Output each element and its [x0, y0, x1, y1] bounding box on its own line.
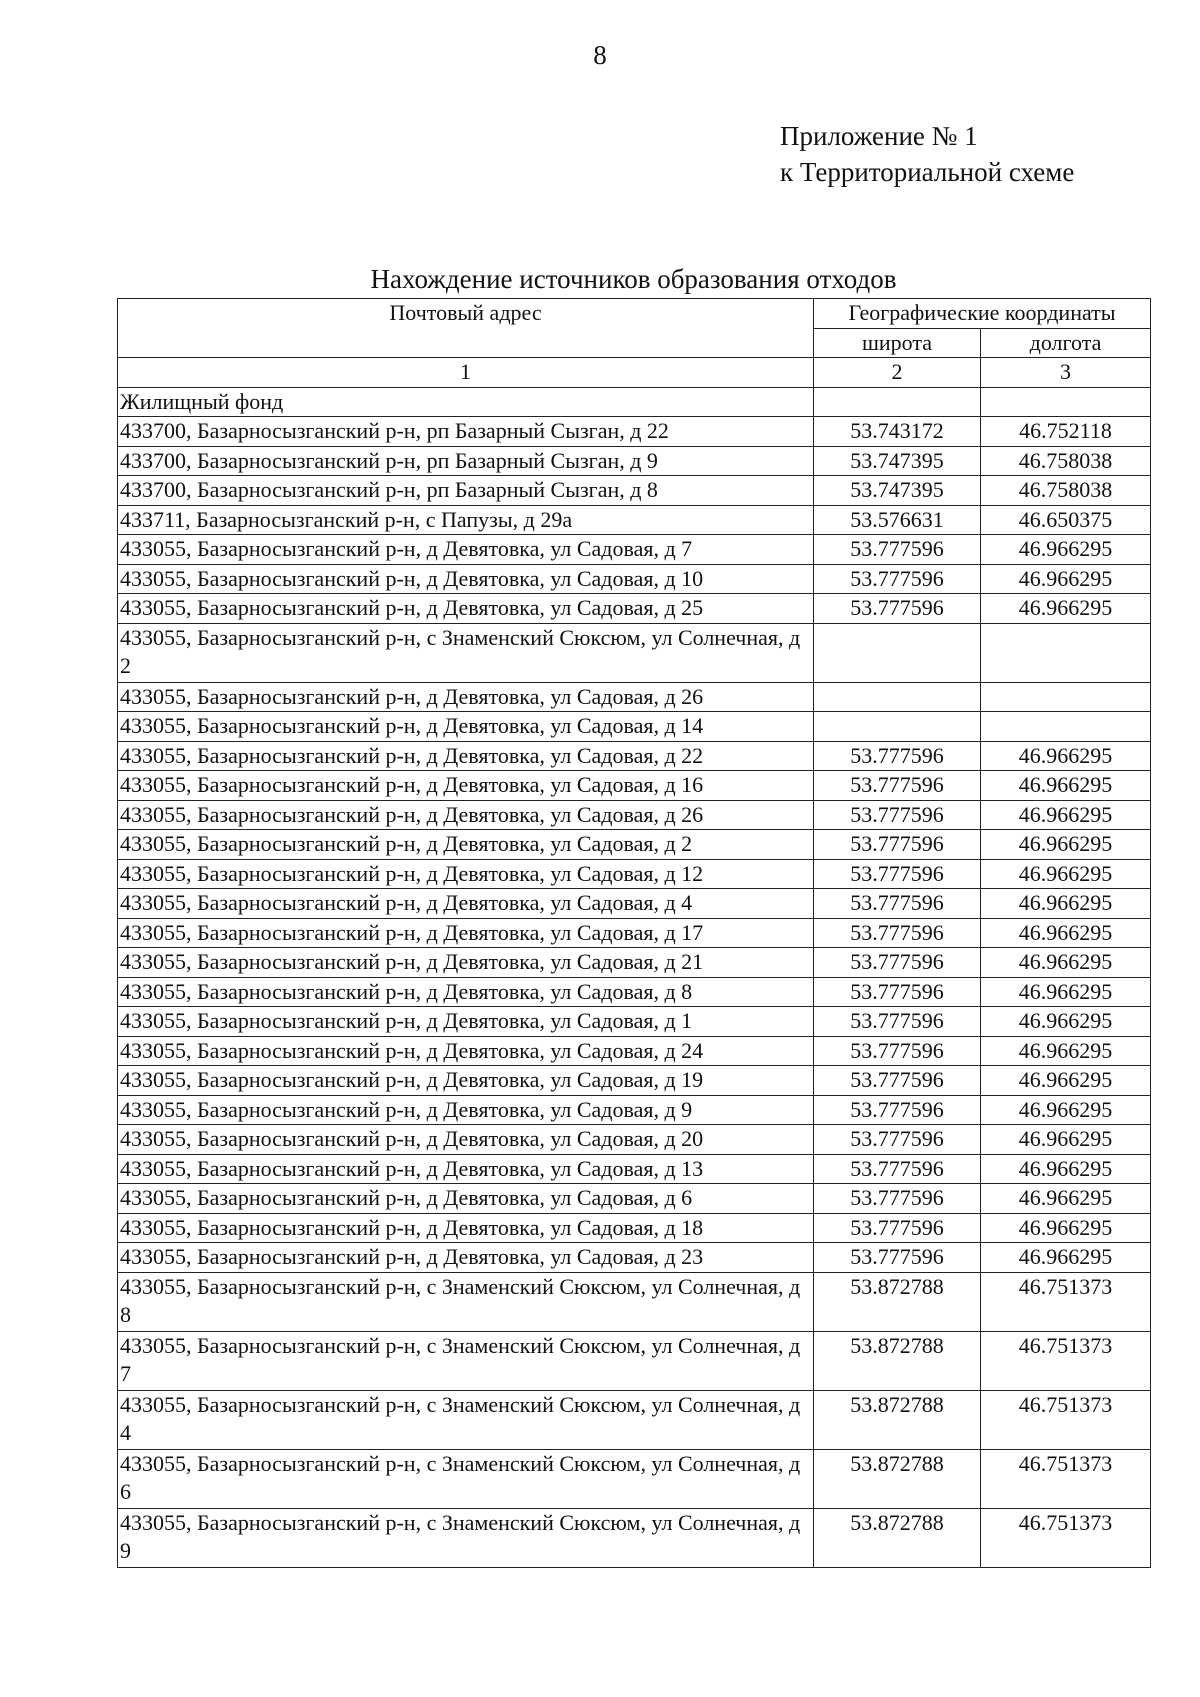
longitude-cell: 46.966295: [981, 564, 1151, 594]
table-row: [118, 1508, 1151, 1567]
address-cell: 433055, Базарносызганский р-н, д Девятовка, ул Садовая, д 8: [118, 977, 814, 1007]
column-number-3: 3: [981, 358, 1151, 388]
longitude-cell: 46.966295: [981, 1213, 1151, 1243]
address-cell: 433055, Базарносызганский р-н, д Девятовка, ул Садовая, д 14: [118, 712, 814, 742]
latitude-cell: 53.777596: [814, 1125, 981, 1155]
latitude-cell: 53.872788: [814, 1272, 981, 1331]
waste-sources-table: [117, 298, 1151, 1568]
address-cell: 433055, Базарносызганский р-н, д Девятовка, ул Садовая, д 9: [118, 1095, 814, 1125]
header-coordinates: Географические координаты: [814, 299, 1151, 329]
column-number-1: 1: [118, 358, 814, 388]
address-cell: 433055, Базарносызганский р-н, д Девятовка, ул Садовая, д 7: [118, 535, 814, 565]
address-cell: 433055, Базарносызганский р-н, д Девятовка, ул Садовая, д 23: [118, 1243, 814, 1273]
latitude-cell: 53.777596: [814, 1036, 981, 1066]
longitude-cell: 46.758038: [981, 446, 1151, 476]
table-row: [118, 1331, 1151, 1390]
header-row: [118, 299, 1151, 329]
page-number: 8: [593, 40, 607, 70]
longitude-cell: 46.966295: [981, 771, 1151, 801]
address-cell: 433055, Базарносызганский р-н, с Знаменский Сюксюм, ул Солнечная, д 2: [118, 623, 814, 682]
table-row: [118, 977, 1151, 1007]
address-cell: 433700, Базарносызганский р-н, рп Базарный Сызган, д 9: [118, 446, 814, 476]
address-cell: 433055, Базарносызганский р-н, д Девятовка, ул Садовая, д 22: [118, 741, 814, 771]
section-row: [118, 387, 1151, 417]
latitude-cell: 53.777596: [814, 1243, 981, 1273]
latitude-cell: 53.777596: [814, 889, 981, 919]
table-row: [118, 1449, 1151, 1508]
longitude-cell: 46.751373: [981, 1449, 1151, 1508]
latitude-cell: 53.777596: [814, 800, 981, 830]
address-cell: 433055, Базарносызганский р-н, с Знаменский Сюксюм, ул Солнечная, д 4: [118, 1390, 814, 1449]
table-row: [118, 682, 1151, 712]
longitude-cell: [981, 623, 1151, 682]
table-row: [118, 1154, 1151, 1184]
latitude-cell: 53.777596: [814, 830, 981, 860]
longitude-cell: [981, 712, 1151, 742]
latitude-cell: 53.576631: [814, 505, 981, 535]
table-title: Нахождение источников образования отходов: [370, 264, 897, 294]
address-cell: 433700, Базарносызганский р-н, рп Базарный Сызган, д 8: [118, 476, 814, 506]
latitude-cell: 53.872788: [814, 1390, 981, 1449]
longitude-cell: 46.966295: [981, 830, 1151, 860]
latitude-cell: [814, 712, 981, 742]
latitude-cell: 53.777596: [814, 977, 981, 1007]
appendix-line-1: Приложение № 1: [780, 121, 978, 151]
latitude-cell: 53.777596: [814, 741, 981, 771]
address-cell: 433055, Базарносызганский р-н, д Девятовка, ул Садовая, д 20: [118, 1125, 814, 1155]
longitude-cell: 46.650375: [981, 505, 1151, 535]
address-cell: 433055, Базарносызганский р-н, д Девятовка, ул Садовая, д 4: [118, 889, 814, 919]
table-row: [118, 1066, 1151, 1096]
longitude-cell: 46.966295: [981, 741, 1151, 771]
latitude-cell: 53.777596: [814, 594, 981, 624]
table-row: [118, 1095, 1151, 1125]
address-cell: 433055, Базарносызганский р-н, с Знаменский Сюксюм, ул Солнечная, д 7: [118, 1331, 814, 1390]
section-empty-cell: [814, 387, 981, 417]
address-cell: 433711, Базарносызганский р-н, с Папузы, д 29а: [118, 505, 814, 535]
table-row: [118, 830, 1151, 860]
table-row: [118, 446, 1151, 476]
address-cell: 433055, Базарносызганский р-н, д Девятовка, ул Садовая, д 2: [118, 830, 814, 860]
latitude-cell: 53.777596: [814, 1154, 981, 1184]
table-row: [118, 1272, 1151, 1331]
longitude-cell: 46.751373: [981, 1508, 1151, 1567]
longitude-cell: 46.966295: [981, 1184, 1151, 1214]
address-cell: 433055, Базарносызганский р-н, д Девятовка, ул Садовая, д 18: [118, 1213, 814, 1243]
latitude-cell: 53.747395: [814, 446, 981, 476]
column-number-row: [118, 358, 1151, 388]
address-cell: 433055, Базарносызганский р-н, д Девятовка, ул Садовая, д 10: [118, 564, 814, 594]
header-longitude: долгота: [981, 328, 1151, 358]
latitude-cell: 53.777596: [814, 859, 981, 889]
longitude-cell: 46.966295: [981, 918, 1151, 948]
latitude-cell: 53.777596: [814, 948, 981, 978]
table-row: [118, 505, 1151, 535]
table-row: [118, 859, 1151, 889]
longitude-cell: 46.751373: [981, 1331, 1151, 1390]
longitude-cell: 46.966295: [981, 889, 1151, 919]
address-cell: 433055, Базарносызганский р-н, д Девятовка, ул Садовая, д 16: [118, 771, 814, 801]
header-latitude: широта: [814, 328, 981, 358]
table-row: [118, 1213, 1151, 1243]
latitude-cell: 53.777596: [814, 1066, 981, 1096]
table-row: [118, 564, 1151, 594]
longitude-cell: 46.752118: [981, 417, 1151, 447]
table-row: [118, 476, 1151, 506]
latitude-cell: 53.777596: [814, 918, 981, 948]
latitude-cell: 53.872788: [814, 1331, 981, 1390]
table-row: [118, 1390, 1151, 1449]
longitude-cell: 46.966295: [981, 1036, 1151, 1066]
table-row: [118, 712, 1151, 742]
longitude-cell: 46.966295: [981, 1007, 1151, 1037]
address-cell: 433055, Базарносызганский р-н, с Знаменский Сюксюм, ул Солнечная, д 9: [118, 1508, 814, 1567]
latitude-cell: 53.777596: [814, 771, 981, 801]
longitude-cell: 46.966295: [981, 1125, 1151, 1155]
latitude-cell: 53.747395: [814, 476, 981, 506]
latitude-cell: 53.777596: [814, 535, 981, 565]
table-row: [118, 741, 1151, 771]
latitude-cell: 53.777596: [814, 1184, 981, 1214]
table-row: [118, 417, 1151, 447]
address-cell: 433055, Базарносызганский р-н, д Девятовка, ул Садовая, д 17: [118, 918, 814, 948]
latitude-cell: 53.743172: [814, 417, 981, 447]
table-row: [118, 1007, 1151, 1037]
table-row: [118, 800, 1151, 830]
address-cell: 433055, Базарносызганский р-н, д Девятовка, ул Садовая, д 26: [118, 800, 814, 830]
table-row: [118, 594, 1151, 624]
latitude-cell: [814, 623, 981, 682]
longitude-cell: 46.751373: [981, 1390, 1151, 1449]
longitude-cell: 46.966295: [981, 1066, 1151, 1096]
address-cell: 433055, Базарносызганский р-н, д Девятовка, ул Садовая, д 24: [118, 1036, 814, 1066]
table-row: [118, 948, 1151, 978]
table-row: [118, 1184, 1151, 1214]
latitude-cell: 53.777596: [814, 564, 981, 594]
address-cell: 433055, Базарносызганский р-н, с Знаменский Сюксюм, ул Солнечная, д 6: [118, 1449, 814, 1508]
latitude-cell: 53.777596: [814, 1095, 981, 1125]
table-row: [118, 535, 1151, 565]
address-cell: 433700, Базарносызганский р-н, рп Базарный Сызган, д 22: [118, 417, 814, 447]
latitude-cell: [814, 682, 981, 712]
address-cell: 433055, Базарносызганский р-н, д Девятовка, ул Садовая, д 25: [118, 594, 814, 624]
address-cell: 433055, Базарносызганский р-н, д Девятовка, ул Садовая, д 6: [118, 1184, 814, 1214]
longitude-cell: 46.751373: [981, 1272, 1151, 1331]
longitude-cell: 46.966295: [981, 948, 1151, 978]
longitude-cell: 46.966295: [981, 1243, 1151, 1273]
longitude-cell: 46.966295: [981, 535, 1151, 565]
longitude-cell: 46.966295: [981, 1095, 1151, 1125]
table-row: [118, 771, 1151, 801]
longitude-cell: 46.758038: [981, 476, 1151, 506]
header-address: Почтовый адрес: [118, 299, 814, 358]
column-number-2: 2: [814, 358, 981, 388]
latitude-cell: 53.777596: [814, 1213, 981, 1243]
appendix-line-2: к Территориальной схеме: [780, 157, 1075, 187]
table-row: [118, 1243, 1151, 1273]
address-cell: 433055, Базарносызганский р-н, д Девятовка, ул Садовая, д 12: [118, 859, 814, 889]
latitude-cell: 53.872788: [814, 1508, 981, 1567]
table-row: [118, 889, 1151, 919]
longitude-cell: [981, 682, 1151, 712]
latitude-cell: 53.777596: [814, 1007, 981, 1037]
latitude-cell: 53.872788: [814, 1449, 981, 1508]
appendix-heading: [780, 118, 1074, 190]
section-title: Жилищный фонд: [118, 387, 814, 417]
address-cell: 433055, Базарносызганский р-н, д Девятовка, ул Садовая, д 13: [118, 1154, 814, 1184]
address-cell: 433055, Базарносызганский р-н, д Девятовка, ул Садовая, д 1: [118, 1007, 814, 1037]
longitude-cell: 46.966295: [981, 977, 1151, 1007]
address-cell: 433055, Базарносызганский р-н, д Девятовка, ул Садовая, д 21: [118, 948, 814, 978]
table-row: [118, 1125, 1151, 1155]
table-row: [118, 623, 1151, 682]
longitude-cell: 46.966295: [981, 594, 1151, 624]
address-cell: 433055, Базарносызганский р-н, д Девятовка, ул Садовая, д 19: [118, 1066, 814, 1096]
longitude-cell: 46.966295: [981, 1154, 1151, 1184]
address-cell: 433055, Базарносызганский р-н, с Знаменский Сюксюм, ул Солнечная, д 8: [118, 1272, 814, 1331]
longitude-cell: 46.966295: [981, 800, 1151, 830]
table-row: [118, 1036, 1151, 1066]
address-cell: 433055, Базарносызганский р-н, д Девятовка, ул Садовая, д 26: [118, 682, 814, 712]
table-row: [118, 918, 1151, 948]
section-empty-cell: [981, 387, 1151, 417]
longitude-cell: 46.966295: [981, 859, 1151, 889]
